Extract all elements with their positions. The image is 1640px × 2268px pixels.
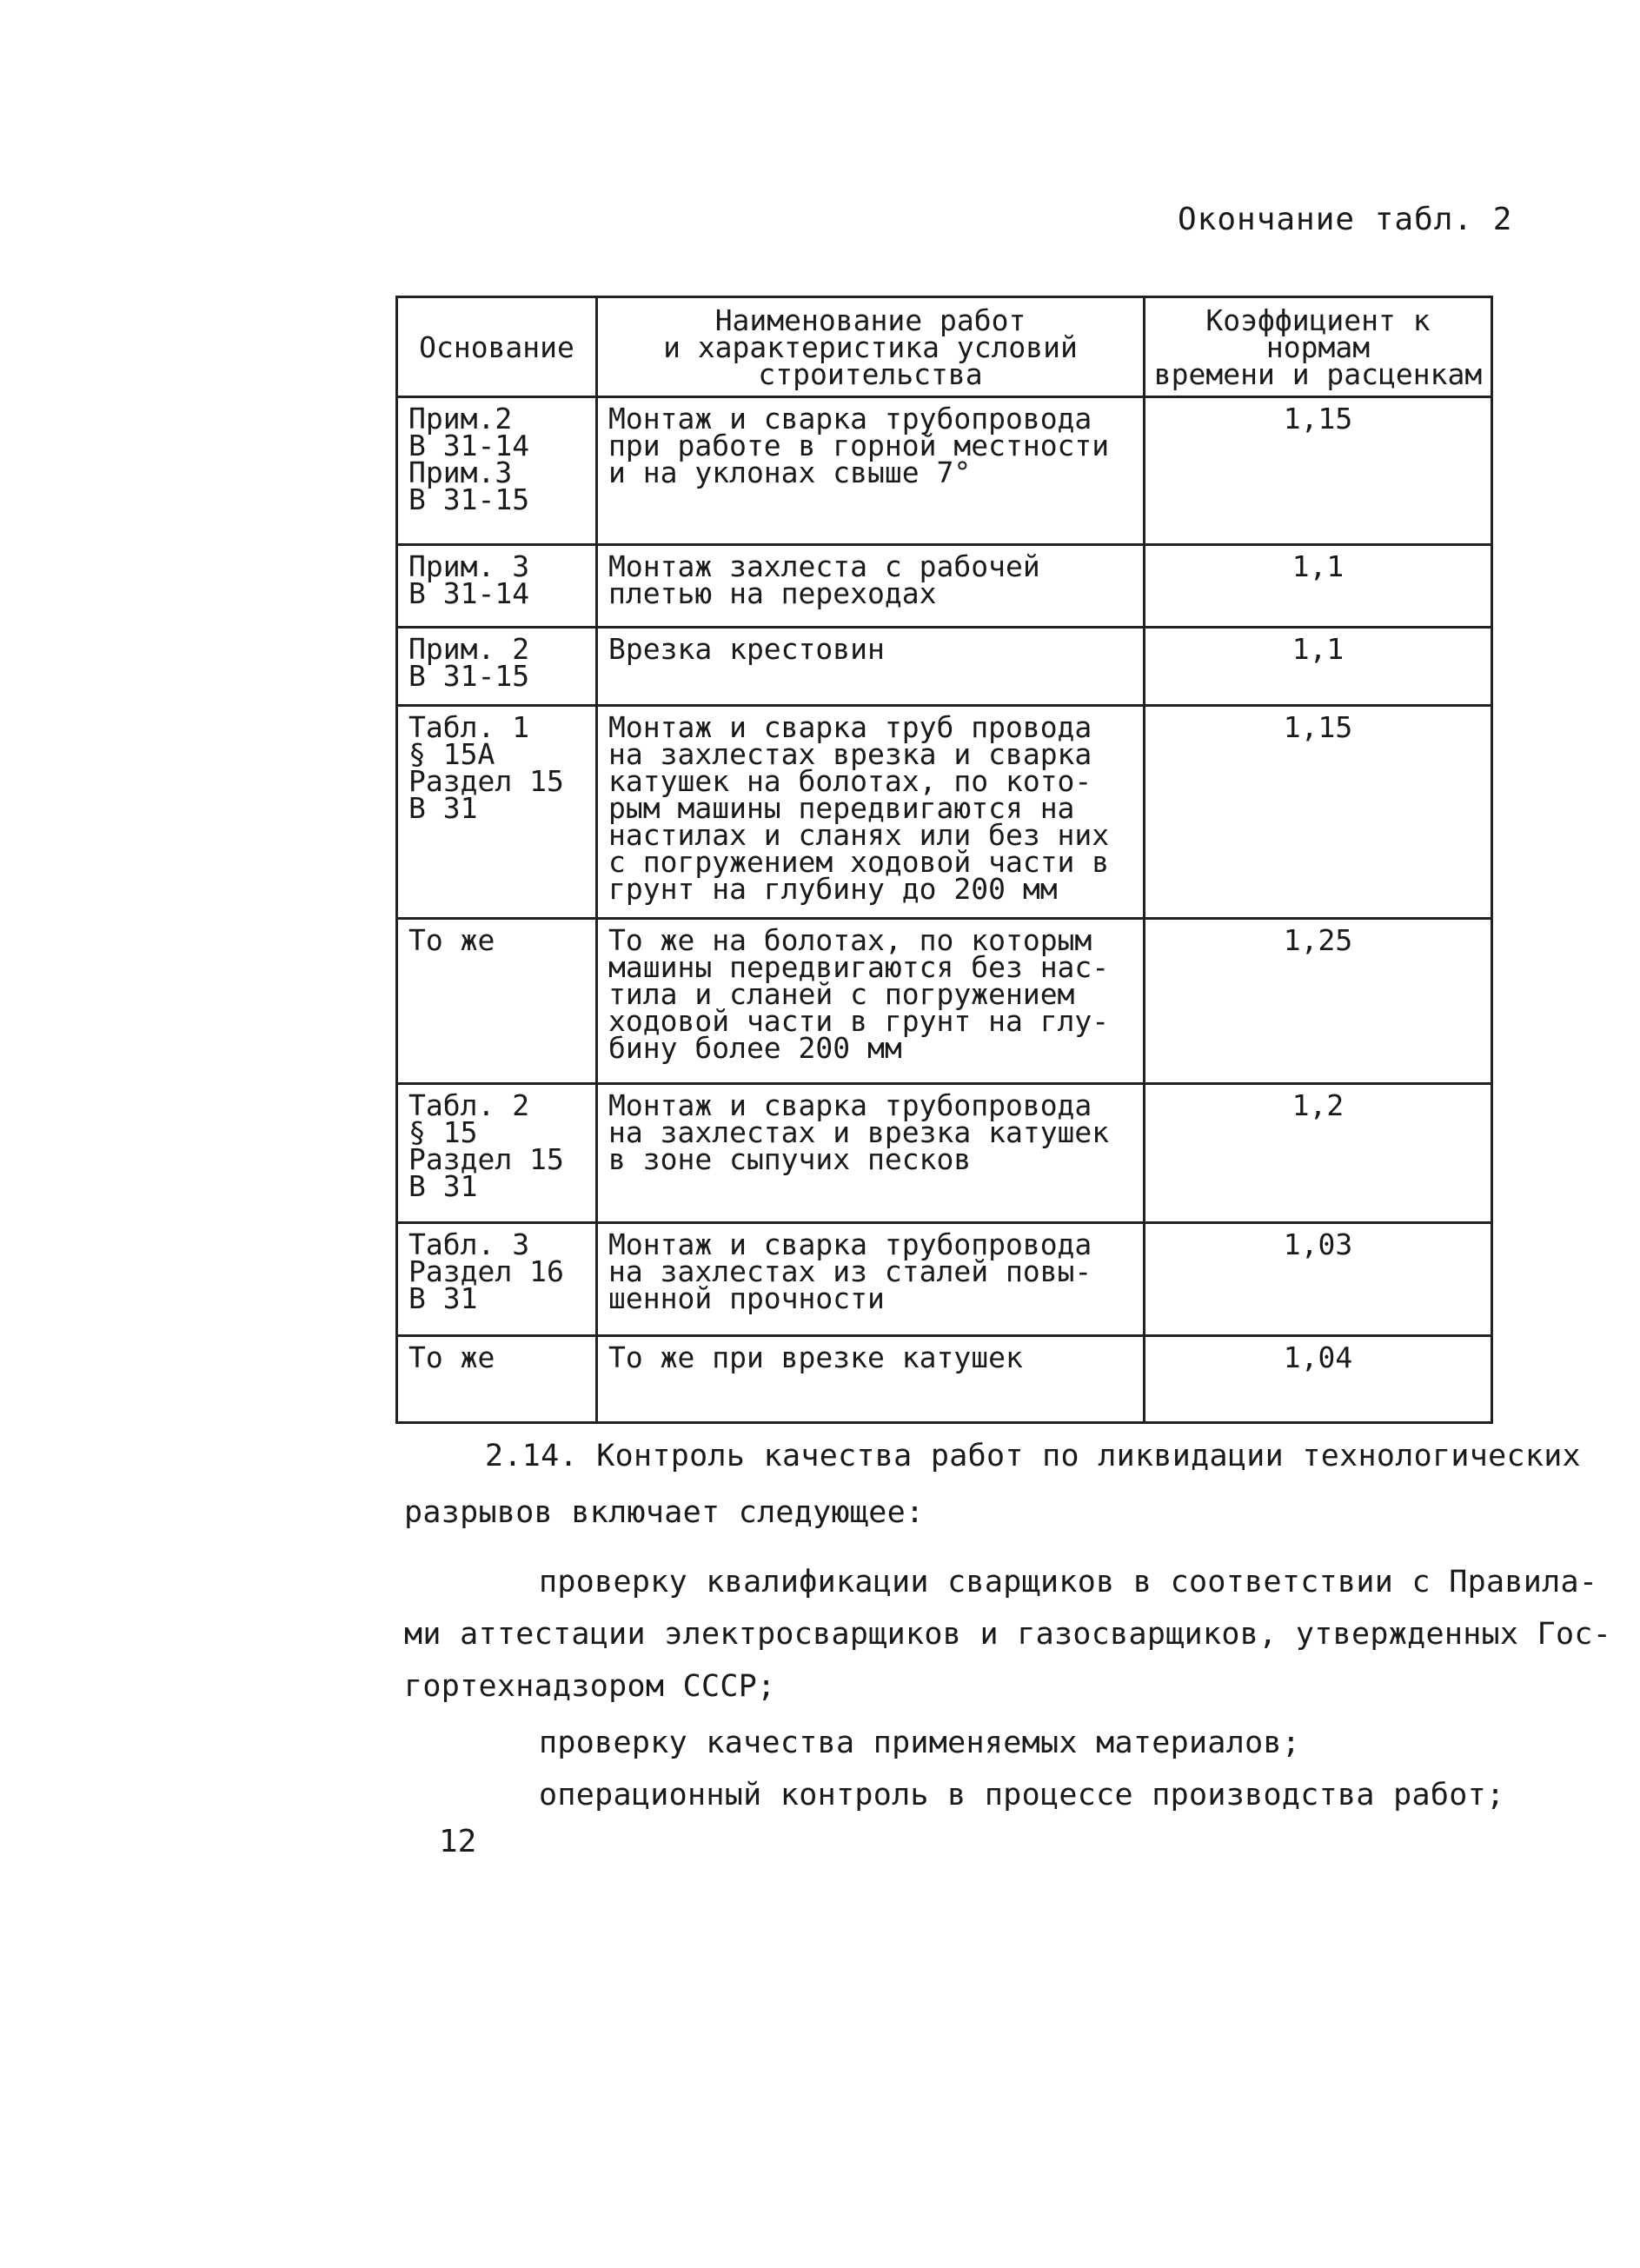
cell-coefficient: 1,2 bbox=[1145, 1084, 1492, 1223]
cell-basis: То же bbox=[397, 919, 597, 1084]
paragraph-line: разрывов включает следующее: bbox=[404, 1495, 925, 1530]
paragraph-2-14: 2.14. Контроль качества работ по ликвидации технологических bbox=[485, 1439, 1581, 1473]
table-caption: Окончание табл. 2 bbox=[1178, 202, 1513, 237]
table-row bbox=[397, 1084, 1492, 1223]
paragraph-line: ми аттестации электросварщиков и газосварщиков, утвержденных Гос- bbox=[404, 1617, 1612, 1652]
cell-coefficient: 1,1 bbox=[1145, 545, 1492, 628]
header-basis: Основание bbox=[397, 297, 597, 397]
page-number: 12 bbox=[439, 1824, 477, 1859]
cell-basis: Табл. 3 Раздел 16 В 31 bbox=[397, 1223, 597, 1336]
cell-work: То же на болотах, по которым машины передвигаются без нас- тила и сланей с погружением ходовой части в грунт на глу- бину более 200 мм bbox=[597, 919, 1145, 1084]
cell-work: То же при врезке катушек bbox=[597, 1336, 1145, 1423]
cell-work: Монтаж и сварка трубопровода на захлестах из сталей повы- шенной прочности bbox=[597, 1223, 1145, 1336]
table-row bbox=[397, 545, 1492, 628]
cell-work: Монтаж и сварка трубопровода на захлестах и врезка катушек в зоне сыпучих песков bbox=[597, 1084, 1145, 1223]
table-row bbox=[397, 919, 1492, 1084]
header-work-name: Наименование работ и характеристика условий строительства bbox=[597, 297, 1145, 397]
cell-basis: То же bbox=[397, 1336, 597, 1423]
coefficients-table bbox=[395, 296, 1493, 1424]
header-coefficient: Коэффициент к нормам времени и расценкам bbox=[1145, 297, 1492, 397]
cell-coefficient: 1,04 bbox=[1145, 1336, 1492, 1423]
cell-coefficient: 1,25 bbox=[1145, 919, 1492, 1084]
cell-work: Монтаж и сварка труб провода на захлестах врезка и сварка катушек на болотах, по кото- рым машины передвигаются на настилах и сланях или без них с погружением ходовой части в грунт на глубину до 200 мм bbox=[597, 706, 1145, 919]
cell-coefficient: 1,15 bbox=[1145, 397, 1492, 545]
cell-basis: Прим. 3 В 31-14 bbox=[397, 545, 597, 628]
cell-work: Монтаж захлеста с рабочей плетью на переходах bbox=[597, 545, 1145, 628]
cell-basis: Табл. 2 § 15 Раздел 15 В 31 bbox=[397, 1084, 597, 1223]
cell-work: Врезка крестовин bbox=[597, 628, 1145, 706]
table-row bbox=[397, 628, 1492, 706]
table-row bbox=[397, 1336, 1492, 1423]
cell-basis: Прим.2 В 31-14 Прим.3 В 31-15 bbox=[397, 397, 597, 545]
table-row bbox=[397, 706, 1492, 919]
cell-basis: Табл. 1 § 15А Раздел 15 В 31 bbox=[397, 706, 597, 919]
paragraph-list-item: проверку квалификации сварщиков в соответствии с Правила- bbox=[539, 1565, 1598, 1600]
paragraph-list-item: операционный контроль в процессе производства работ; bbox=[539, 1778, 1505, 1812]
table-header-row bbox=[397, 297, 1492, 397]
cell-coefficient: 1,1 bbox=[1145, 628, 1492, 706]
paragraph-list-item: проверку качества применяемых материалов; bbox=[539, 1726, 1301, 1760]
cell-coefficient: 1,03 bbox=[1145, 1223, 1492, 1336]
table-row bbox=[397, 397, 1492, 545]
cell-work: Монтаж и сварка трубопровода при работе в горной местности и на уклонах свыше 7° bbox=[597, 397, 1145, 545]
paragraph-line: гортехнадзором СССР; bbox=[404, 1669, 776, 1704]
table-row bbox=[397, 1223, 1492, 1336]
cell-coefficient: 1,15 bbox=[1145, 706, 1492, 919]
cell-basis: Прим. 2 В 31-15 bbox=[397, 628, 597, 706]
